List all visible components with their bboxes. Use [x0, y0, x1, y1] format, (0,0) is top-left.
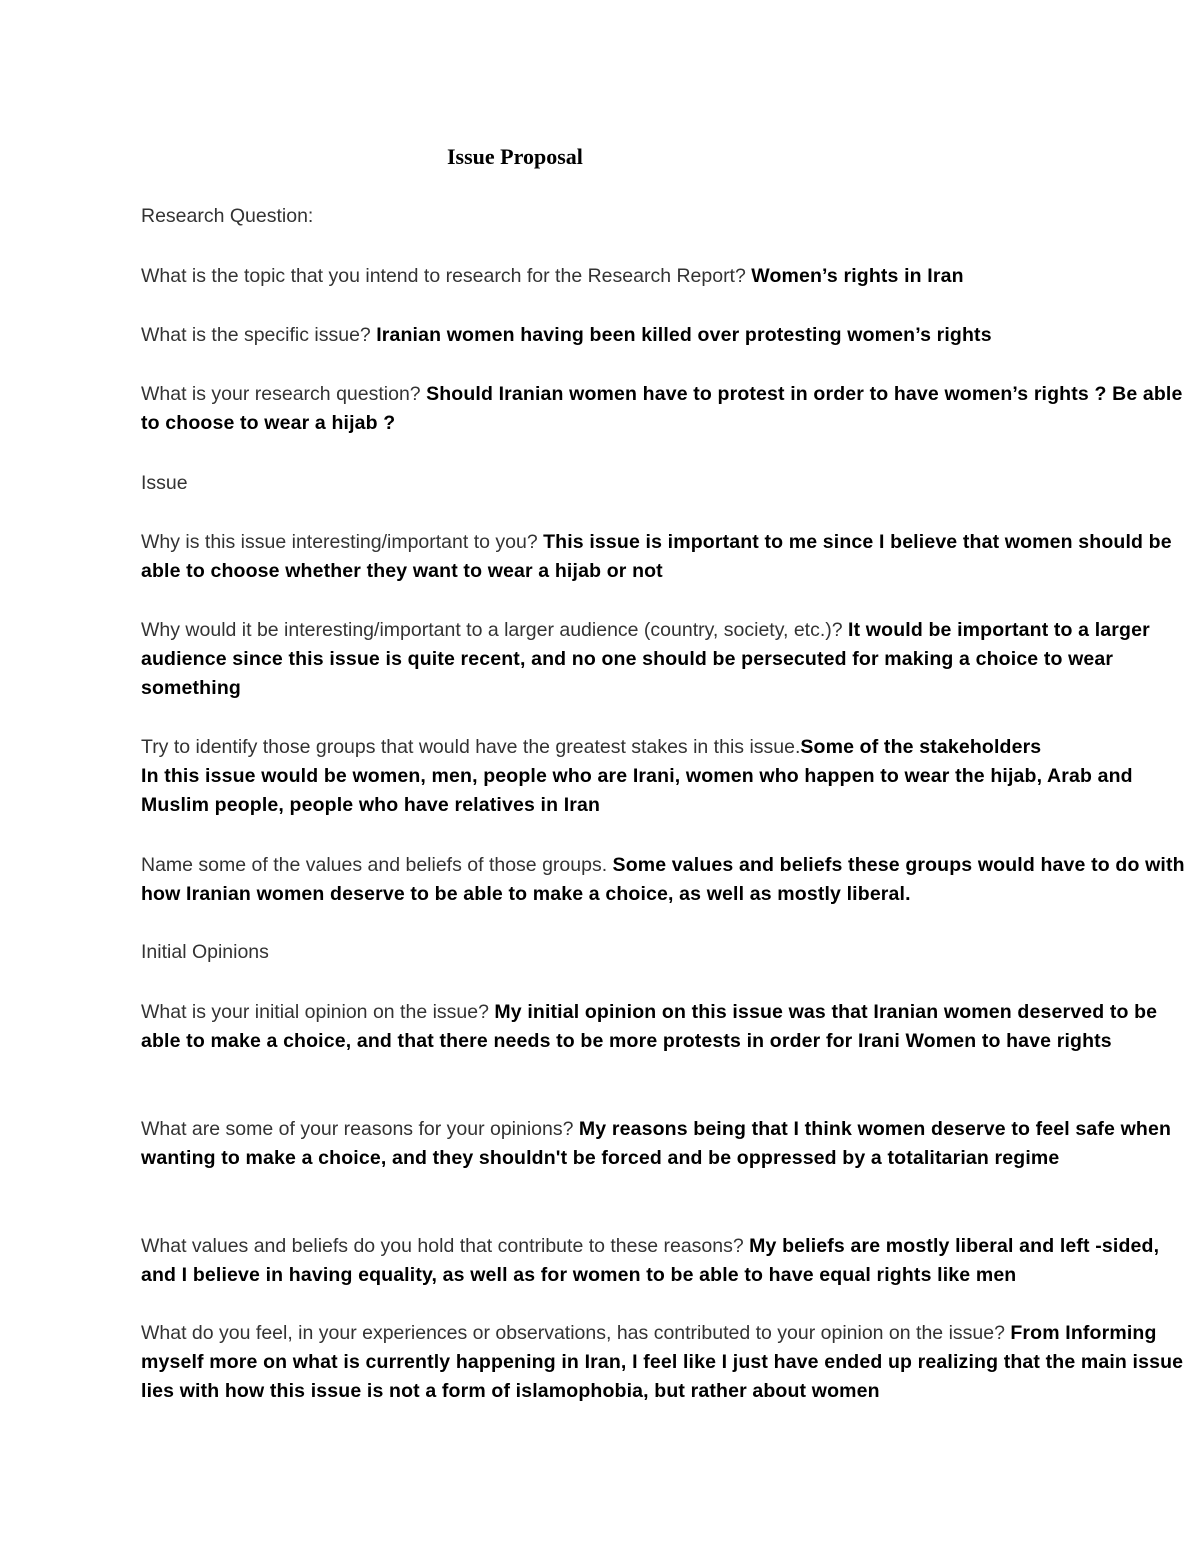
- section-heading-initial-opinions: Initial Opinions: [141, 941, 269, 963]
- question-text: Name some of the values and beliefs of those groups.: [141, 854, 613, 876]
- answer-text: My reasons being that I think women deserve to feel safe when wanting to make a choice, and they shouldn't be forced and be oppressed by a totalitarian regime: [141, 1118, 1172, 1170]
- section-heading-research-question: Research Question:: [141, 205, 314, 227]
- qa-why-important-to-you: [141, 528, 1197, 586]
- question-text: What is the specific issue?: [141, 324, 377, 346]
- answer-text: Some values and beliefs these groups would have to do with how Iranian women deserve to be able to make a choice, as well as mostly liberal.: [141, 854, 1185, 906]
- qa-initial-opinion: [141, 998, 1197, 1056]
- question-text: What is your initial opinion on the issue?: [141, 1001, 495, 1023]
- question-text: What are some of your reasons for your opinions?: [141, 1118, 579, 1140]
- answer-text: Women’s rights in Iran: [751, 265, 964, 287]
- answer-text: My beliefs are mostly liberal and left -sided, and I believe in having equality, as well as for women to be able to have equal rights like men: [141, 1235, 1160, 1287]
- section-heading-issue: Issue: [141, 472, 188, 494]
- question-text: What is the topic that you intend to research for the Research Report?: [141, 265, 752, 287]
- qa-research-question: [141, 380, 1197, 438]
- question-text: Why would it be interesting/important to a larger audience (country, society, etc.)?: [141, 619, 849, 641]
- answer-text: In this issue would be women, men, people who are Irani, women who happen to wear the hijab, Arab and Muslim people, people who have relatives in Iran: [141, 765, 1133, 817]
- answer-text: My initial opinion on this issue was that Iranian women deserved to be able to make a choice, and that there needs to be more protests in order for Irani Women to have rights: [141, 1001, 1158, 1053]
- qa-larger-audience: [141, 616, 1197, 704]
- answer-text: From Informing myself more on what is currently happening in Iran, I feel like I just have ended up realizing that the main issue lies with how this issue is not a form of islamophobia, but rather about women: [141, 1322, 1184, 1403]
- answer-text: This issue is important to me since I believe that women should be able to choose whether they want to wear a hijab or not: [141, 531, 1172, 583]
- question-text: Why is this issue interesting/important to you?: [141, 531, 544, 553]
- question-text: What is your research question?: [141, 383, 427, 405]
- question-text: What do you feel, in your experiences or observations, has contributed to your opinion on the issue?: [141, 1322, 1011, 1344]
- answer-text: Iranian women having been killed over protesting women’s rights: [376, 324, 992, 346]
- qa-reasons: [141, 1115, 1197, 1173]
- qa-specific-issue: [141, 321, 1197, 350]
- answer-text: It would be important to a larger audience since this issue is quite recent, and no one should be persecuted for making a choice to wear something: [141, 619, 1150, 700]
- question-text: Try to identify those groups that would have the greatest stakes in this issue.: [141, 736, 801, 758]
- qa-values-beliefs: [141, 851, 1197, 909]
- answer-text: Some of the stakeholders: [800, 736, 1042, 758]
- qa-topic: [141, 262, 1197, 291]
- answer-text: Should Iranian women have to protest in order to have women’s rights ? Be able to choose to wear a hijab ?: [141, 383, 1183, 435]
- qa-stakeholders: [141, 733, 1197, 821]
- page-title: Issue Proposal: [447, 144, 583, 169]
- qa-values-held: [141, 1232, 1197, 1290]
- qa-experiences: [141, 1319, 1197, 1407]
- question-text: What values and beliefs do you hold that contribute to these reasons?: [141, 1235, 750, 1257]
